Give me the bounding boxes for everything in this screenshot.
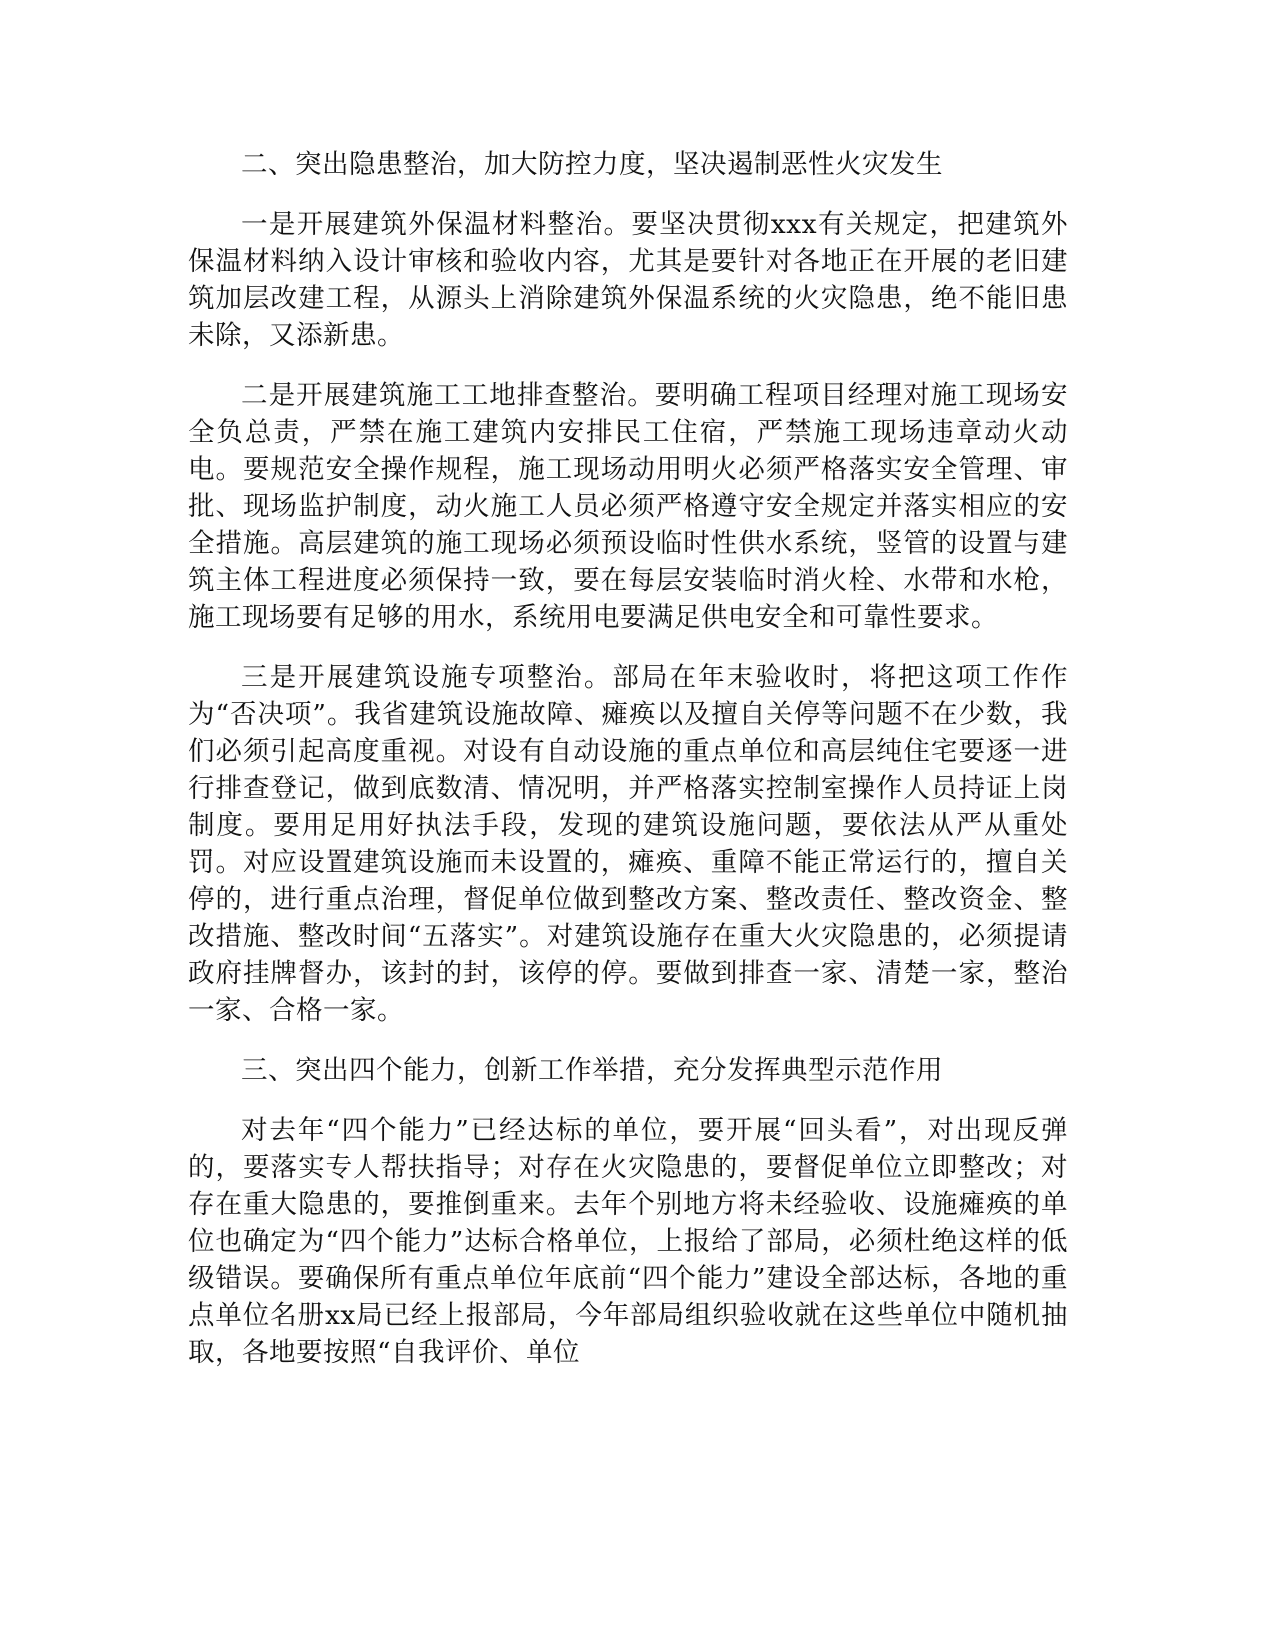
section-heading-2: 二、突出隐患整治，加大防控力度，坚决遏制恶性火灾发生 xyxy=(241,149,943,180)
document-body xyxy=(188,146,1068,1394)
paragraph-construction-site-rectification: 二是开展建筑施工工地排查整治。要明确工程项目经理对施工现场安全负总责，严禁在施工建筑内安排民工住宿，严禁施工现场违章动火动电。要规范安全操作规程，施工现场动用明火必须严格落实安全管理、审批、现场监护制度，动火施工人员必须严格遵守安全规定并落实相应的安全措施。高层建筑的施工现场必须预设临时性供水系统，竖管的设置与建筑主体工程进度必须保持一致，要在每层安装临时消火栓、水带和水枪，施工现场要有足够的用水，系统用电要满足供电安全和可靠性要求。 xyxy=(188,380,1068,633)
section-heading-3: 三、突出四个能力，创新工作举措，充分发挥典型示范作用 xyxy=(241,1055,943,1086)
paragraph-insulation-rectification: 一是开展建筑外保温材料整治。要坚决贯彻xxx有关规定，把建筑外保温材料纳入设计审核和验收内容，尤其是要针对各地正在开展的老旧建筑加层改建工程，从源头上消除建筑外保温系统的火灾隐患，绝不能旧患未除，又添新患。 xyxy=(188,209,1068,351)
paragraph-facility-rectification: 三是开展建筑设施专项整治。部局在年末验收时，将把这项工作作为“否决项”。我省建筑设施故障、瘫痪以及擅自关停等问题不在少数，我们必须引起高度重视。对设有自动设施的重点单位和高层纯住宅要逐一进行排查登记，做到底数清、情况明，并严格落实控制室操作人员持证上岗制度。要用足用好执法手段，发现的建筑设施问题，要依法从严从重处罚。对应设置建筑设施而未设置的，瘫痪、重障不能正常运行的，擅自关停的，进行重点治理，督促单位做到整改方案、整改责任、整改资金、整改措施、整改时间“五落实”。对建筑设施存在重大火灾隐患的，必须提请政府挂牌督办，该封的封，该停的停。要做到排查一家、清楚一家，整治一家、合格一家。 xyxy=(188,662,1068,1026)
paragraph-four-capabilities: 对去年“四个能力”已经达标的单位，要开展“回头看”，对出现反弹的，要落实专人帮扶指导；对存在火灾隐患的，要督促单位立即整改；对存在重大隐患的，要推倒重来。去年个别地方将未经验收、设施瘫痪的单位也确定为“四个能力”达标合格单位，上报给了部局，必须杜绝这样的低级错误。要确保所有重点单位年底前“四个能力”建设全部达标，各地的重点单位名册xx局已经上报部局，今年部局组织验收就在这些单位中随机抽取，各地要按照“自我评价、单位 xyxy=(188,1115,1068,1368)
